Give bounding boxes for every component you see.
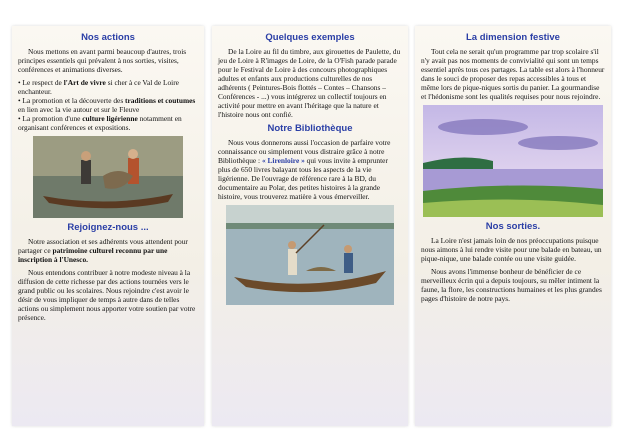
library-text: Nous vous donnerons aussi l'occasion de parfaire votre connaissance ou simplement vous distraire grâce à notre Bibliothèque : « Lirenloire » qui vous invite à emprunter plus de 650 livres balayant tous les aspects de la vie ligérienne. De l'ouvrage de référence rare à la BD, du documentaire au Polar, des petites histoires à la grande histoire, vous trouverez matière à vous émerveiller. [218, 138, 391, 201]
title-rejoignez-nous: Rejoignez-nous ... [67, 222, 149, 233]
title-nos-actions: Nos actions [81, 32, 135, 43]
fishermen-painting [33, 136, 183, 218]
join-text: Notre association et ses adhérents vous attendent pour partager ce patrimoine culturel reconnu par une inscription à l'Unesco. [18, 237, 188, 264]
heritage-text: Nous avons l'immense bonheur de bénéficier de ce merveilleux écrin qui a depuis toujours, su mêler intiment la faune, la flore, les constructions humaines et les plus grandes pages d'histoire de notre pays. [421, 267, 602, 303]
panel-exemples [212, 26, 408, 426]
panel-festive [415, 26, 611, 426]
list-item: • Le respect de l'Art de vivre si cher à ce Val de Loire enchanteur. [18, 78, 179, 96]
loire-watercolor [423, 105, 603, 217]
list-item: • La promotion d'une culture ligérienne notamment en organisant conférences et expositions. [18, 114, 182, 132]
contribute-text: Nous entendons contribuer à notre modeste niveau à la diffusion de cette richesse par des actions tournées vers le grand public ou les scolaires. Nous rejoindre c'est avoir le désir de vous impliquer de temps à autre dans de telles actions ou simplement nous apporter votre soutien par votre présence. [18, 268, 196, 322]
panel-nos-actions [12, 26, 204, 426]
list-item: • La promotion et la découverte des traditions et coutumes en lien avec la vie autour et sur le Fleuve [18, 96, 196, 114]
title-bibliotheque: Notre Bibliothèque [267, 123, 353, 134]
examples-text: De la Loire au fil du timbre, aux girouettes de Paulette, du jeu de Loire à R'images de Loire, de la O'Fish parade parade pour le Festival de Loire à des concours photographiques adultes et enfants aux productions culturelles de nos adhérents ( Peintures-Bois flottés – Contes – Chansons – Conférences - ...) vous intégrerez un collectif toujours en activité pour mettre en avant l'héritage que la nature et l'histoire nous ont confié. [218, 47, 401, 119]
festive-text: Tout cela ne serait qu'un programme par trop scolaire s'il n'y avait pas nos moments de convivialité qui sont un temps essentiel après tous ces partages. La table est alors à l'honneur dans le souci de proposer des repas accessibles à tous et même lors de pique-niques sortis du panier. La gourmandise et l'hédonisme sont les qualités requises pour nous rejoindre. [421, 47, 605, 101]
title-quelques-exemples: Quelques exemples [265, 32, 355, 43]
intro-text: Nous mettons en avant parmi beaucoup d'autres, trois principes essentiels qui prévalent à nos sorties, visites, conférences et animations diverses. [18, 47, 187, 74]
title-nos-sorties: Nos sorties. [485, 221, 541, 232]
boat-painting [226, 205, 394, 305]
library-name: « Lirenloire » [261, 156, 305, 165]
outings-text: La Loire n'est jamais loin de nos préoccupations puisque nous aimons à lui rendre visite pour une balade en bateau, un pique-nique, une balade contée ou une visite guidée. [421, 236, 602, 263]
title-dimension-festive: La dimension festive [466, 32, 560, 43]
principles-list [18, 78, 198, 132]
